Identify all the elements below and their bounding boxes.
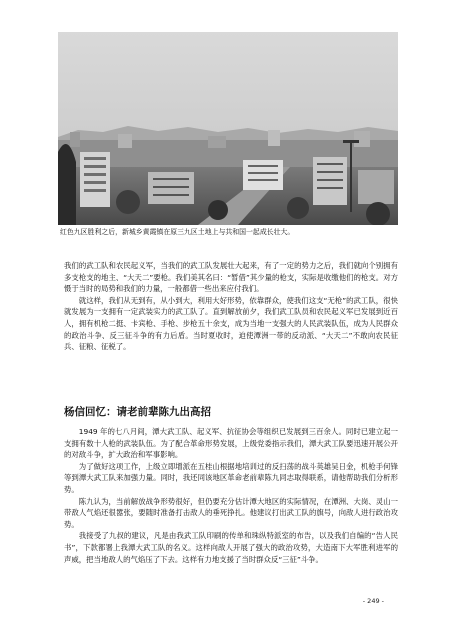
section1-text xyxy=(64,260,398,353)
paragraph: 为了做好这项工作，上级立即增派在五桂山根据地培训过的反扫荡的战斗英雄吴日金，机枪手何锋等到潭大武工队来加强力量。同时，我还同该地区革命老前辈陈九同志取得联系，请他帮助我们分析形势。 xyxy=(64,461,398,494)
section-heading: 杨信回忆：请老前辈陈九出高招 xyxy=(64,406,211,418)
paragraph: 1949 年的七八月间，潭大武工队、起义军、抗征协会等组织已发展到三百余人。同时已建立起一支拥有数十人枪的武装队伍。为了配合革命形势发展，上级党委指示我们，潭大武工队要迅速开展公开的对敌斗争，扩大政治和军事影响。 xyxy=(64,427,398,460)
paragraph: 陈九认为，当前解放战争形势很好，但仍要充分估计潭大地区的实际情况，在潭洲、大岗、灵山一带敌人气焰还很嚣张，要随时准备打击敌人的垂死挣扎。他建议打出武工队的旗号，向敌人进行政治攻势。 xyxy=(64,496,398,529)
page-number: - 249 - xyxy=(362,597,384,605)
section2-text xyxy=(64,426,398,565)
town-photo-illustration xyxy=(58,32,398,225)
photo-caption: 红色九区胜利之后，新城乡黄霞镇在原三九区土地上与共和国一起成长壮大。 xyxy=(60,228,295,236)
paragraph: 我们的武工队和农民起义军，当我们的武工队发展壮大起来，有了一定的势力之后，我们就向个别拥有多支枪支的地主、“大天二”要枪。我们美其名曰：“暂借”其少量的枪支，实际是收缴他们的枪支。对方慑于当时的局势和我们的力量，一般都借一些出来应付我们。 xyxy=(64,261,398,294)
paragraph: 就这样，我们从无到有，从小到大，利用大好形势，依靠群众，使我们这支“无枪”的武工队，很快就发展为一支拥有一定武装实力的武工队了。直到解放前夕，我们武工队员和农民起义军已发展到近百人，拥有机枪二挺、卡宾枪、手枪、步枪五十余支，成为当地一支强大的人民武装队伍，成为人民群众的政治斗争、反三征斗争的有力后盾。当时夏收时，迫使潭洲一带的反动派、“大天二”不敢向农民征兵、征粮、征税了。 xyxy=(64,295,398,352)
paragraph: 我接受了九叔的建议，凡是由我武工队印刷的传单和珠纵特派室的布告，以及我们自编的“告人民书”，下款都署上我潭大武工队的名义。这样向敌人开展了强大的政治攻势，大造南下大军胜利进军的声威，把当地敌人的气焰压了下去。这样有力地支援了当时群众反“三征”斗争。 xyxy=(64,531,398,564)
town-photo xyxy=(58,32,398,225)
